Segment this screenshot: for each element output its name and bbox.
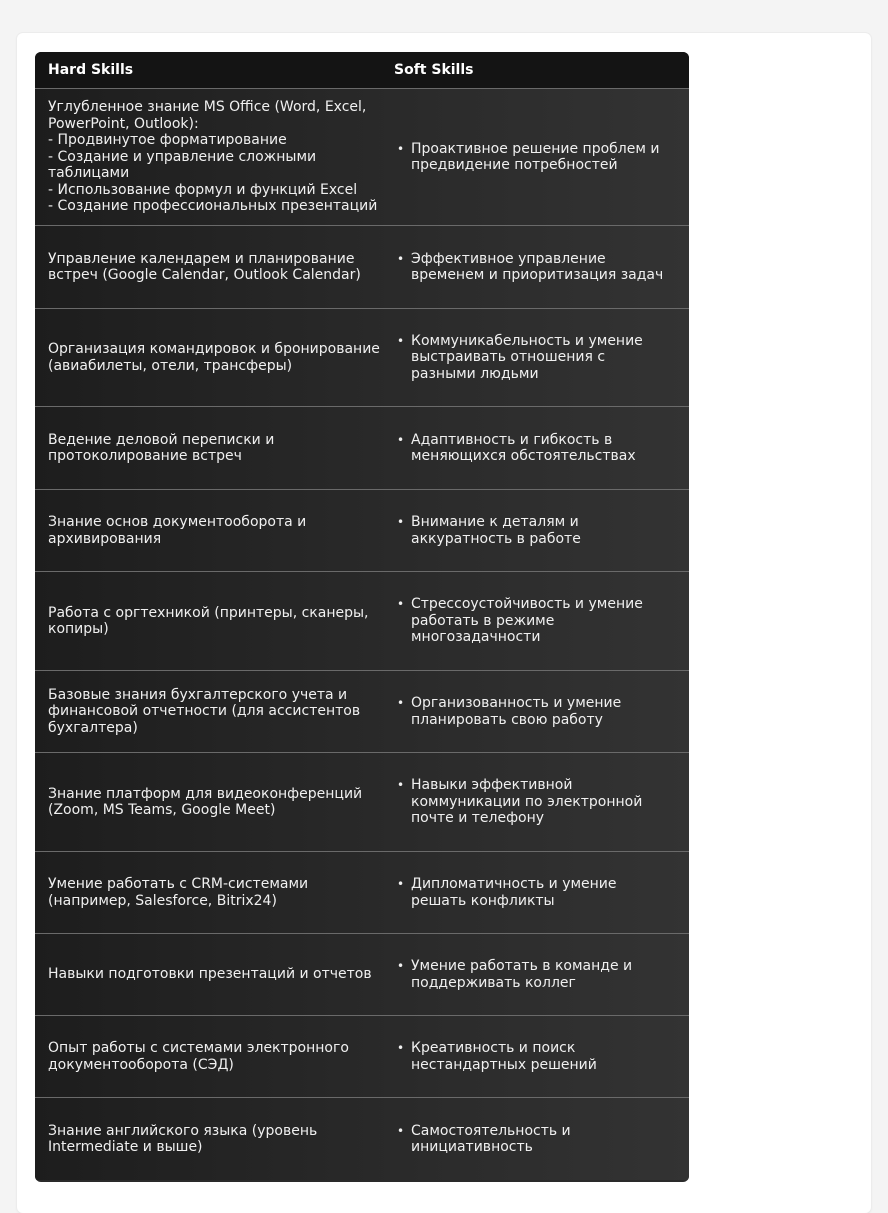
hard-skill-cell: Знание платформ для видеоконференций (Zoom, MS Teams, Google Meet) [48, 785, 363, 818]
soft-skill-text: Коммуникабельность и умение выстраивать отношения с разными людьми [411, 332, 643, 382]
soft-skill-text: Эффективное управление временем и приоритизация задач [411, 250, 664, 283]
hard-skill-cell: Углубленное знание MS Office (Word, Excel, PowerPoint, Outlook): - Продвинутое форматирование - Создание и управление сложными таблицами - Использование формул и функций Excel - Создание профессиональных презентаций [48, 99, 378, 215]
hard-skill-cell: Базовые знания бухгалтерского учета и финансовой отчетности (для ассистентов бухгалтера) [48, 686, 361, 736]
table-row [35, 490, 689, 572]
soft-skill-cell [394, 695, 689, 728]
soft-skill-text: Адаптивность и гибкость в меняющихся обстоятельствах [411, 431, 636, 464]
soft-skill-text: Внимание к деталям и аккуратность в работе [411, 514, 581, 547]
soft-skill-text: Умение работать в команде и поддерживать коллег [411, 958, 633, 991]
soft-skill-cell [394, 1040, 689, 1073]
table-row [35, 572, 689, 671]
bullet-icon: • [397, 333, 405, 348]
soft-skill-text: Стрессоустойчивость и умение работать в режиме многозадачности [411, 596, 643, 646]
soft-skill-cell [394, 1123, 689, 1156]
bullet-icon: • [397, 778, 405, 793]
hard-skill-cell: Умение работать с CRM-системами (например, Salesforce, Bitrix24) [48, 876, 309, 909]
hard-skill-cell: Знание английского языка (уровень Intermediate и выше) [48, 1122, 318, 1155]
table-header [35, 52, 689, 89]
table-row [35, 1016, 689, 1098]
soft-skill-text: Проактивное решение проблем и предвидение потребностей [411, 140, 660, 173]
soft-skill-cell [394, 141, 689, 174]
soft-skill-cell [394, 876, 689, 909]
table-row [35, 407, 689, 490]
header-soft-skills: Soft Skills [394, 61, 474, 78]
soft-skill-text: Креативность и поиск нестандартных решений [411, 1040, 597, 1073]
hard-skill-cell: Ведение деловой переписки и протоколирование встреч [48, 431, 275, 464]
table-row [35, 852, 689, 934]
soft-skill-cell [394, 596, 689, 646]
soft-skill-cell [394, 514, 689, 547]
bullet-icon: • [397, 1041, 405, 1055]
hard-skill-cell: Управление календарем и планирование встреч (Google Calendar, Outlook Calendar) [48, 250, 361, 283]
table-row [35, 89, 689, 226]
soft-skill-cell [394, 333, 689, 383]
table-row [35, 226, 689, 309]
table-row [35, 1098, 689, 1180]
soft-skill-text: Дипломатичность и умение решать конфликты [411, 876, 617, 909]
hard-skill-cell: Знание основ документооборота и архивирования [48, 514, 307, 547]
bullet-icon: • [397, 251, 405, 266]
bullet-icon: • [397, 432, 405, 447]
table-row [35, 934, 689, 1016]
header-hard-skills: Hard Skills [48, 61, 134, 78]
table-row [35, 309, 689, 407]
soft-skill-cell [394, 777, 689, 827]
table-row [35, 671, 689, 753]
soft-skill-text: Самостоятельность и инициативность [411, 1122, 571, 1155]
hard-skill-cell: Организация командировок и бронирование (авиабилеты, отели, трансферы) [48, 341, 380, 374]
hard-skill-cell: Работа с оргтехникой (принтеры, сканеры, копиры) [48, 604, 369, 637]
hard-skill-cell: Навыки подготовки презентаций и отчетов [48, 966, 372, 983]
bullet-icon: • [397, 597, 405, 612]
bullet-icon: • [397, 877, 405, 891]
table-row [35, 753, 689, 852]
bullet-icon: • [397, 141, 405, 156]
soft-skill-cell [394, 432, 689, 465]
bullet-icon: • [397, 515, 405, 529]
hard-skill-cell: Опыт работы с системами электронного документооборота (СЭД) [48, 1040, 349, 1073]
bullet-icon: • [397, 959, 405, 973]
bullet-icon: • [397, 696, 405, 710]
bullet-icon: • [397, 1123, 405, 1138]
soft-skill-cell [394, 251, 689, 284]
soft-skill-text: Навыки эффективной коммуникации по электронной почте и телефону [411, 777, 643, 827]
skills-table [35, 52, 689, 1182]
soft-skill-cell [394, 958, 689, 991]
soft-skill-text: Организованность и умение планировать свою работу [411, 695, 622, 728]
